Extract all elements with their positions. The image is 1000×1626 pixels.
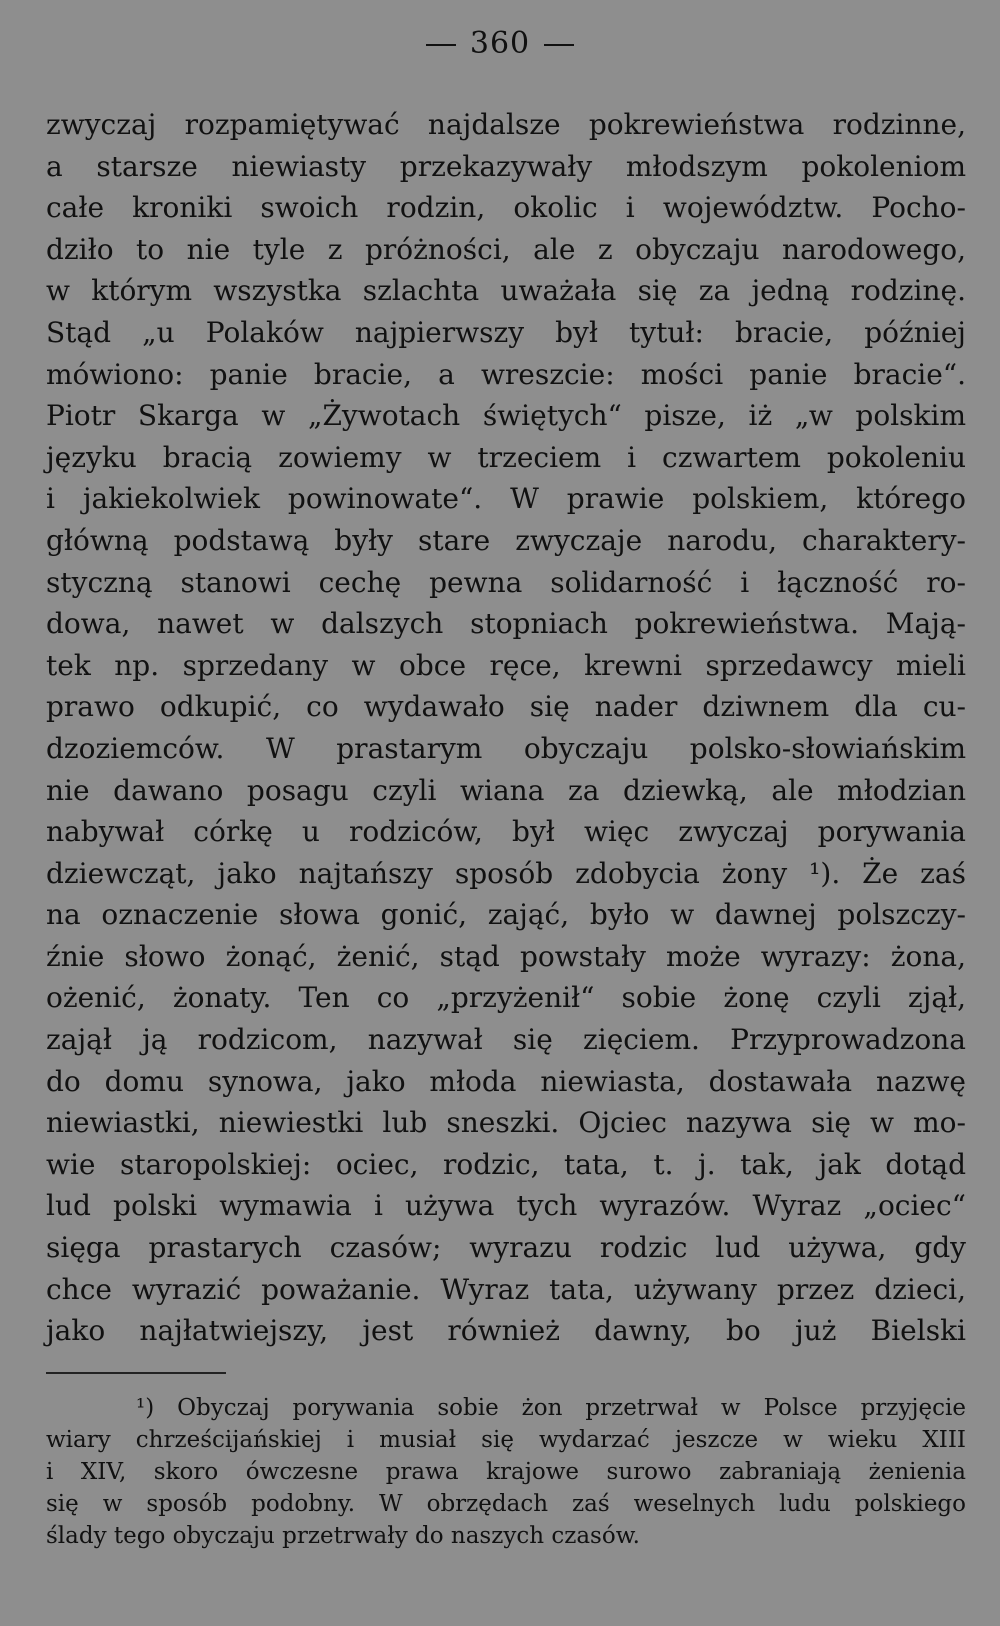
body-line: chce wyrazić poważanie. Wyraz tata, używany przez dzieci, [46,1272,966,1306]
body-line: zajął ją rodzicom, nazywał się zięciem. Przyprowadzona [46,1023,966,1057]
body-line: lud polski wymawia i używa tych wyrazów. Wyraz „ociec“ [46,1189,966,1223]
footnote [46,1392,966,1552]
body-text [46,104,966,1352]
body-line: nie dawano posagu czyli wiana za dziewką, ale młodzian [46,773,966,807]
footnote-line: wiary chrześcijańskiej i musiał się wydarzać jeszcze w wieku XIII [46,1427,966,1453]
header-dash-right [544,44,574,46]
body-line: dziewcząt, jako najtańszy sposób zdobycia żony ¹). Że zaś [46,856,966,890]
body-line: prawo odkupić, co wydawało się nader dziwnem dla cu- [46,690,966,724]
body-line: mówiono: panie bracie, a wreszcie: mości panie bracie“. [46,357,966,391]
footnote-separator [46,1372,226,1374]
body-line: dzoziemców. W prastarym obyczaju polsko-słowiańskim [46,731,966,765]
body-line: Piotr Skarga w „Żywotach świętych“ pisze, iż „w polskim [46,399,966,433]
body-line: na oznaczenie słowa gonić, zająć, było w dawnej polszczy- [46,898,966,932]
page-header [0,26,1000,61]
body-line: zwyczaj rozpamiętywać najdalsze pokrewieństwa rodzinne, [46,108,966,141]
body-line: nabywał córkę u rodziców, był więc zwyczaj porywania [46,815,966,849]
footnote-line: ¹) Obyczaj porywania sobie żon przetrwał w Polsce przyjęcie [136,1395,966,1421]
header-dash-left [426,44,456,46]
footnote-line: ślady tego obyczaju przetrwały do naszych czasów. [46,1523,640,1549]
footnote-line: i XIV, skoro ówczesne prawa krajowe surowo zabraniają żenienia [46,1459,966,1485]
body-line: dziło to nie tyle z próżności, ale z obyczaju narodowego, [46,232,966,266]
body-line: niewiastki, niewiestki lub sneszki. Ojciec nazywa się w mo- [46,1106,966,1140]
body-line: do domu synowa, jako młoda niewiasta, dostawała nazwę [46,1064,966,1098]
body-line: wie staropolskiej: ociec, rodzic, tata, t. j. tak, jak dotąd [46,1147,966,1181]
body-line: źnie słowo żonąć, żenić, stąd powstały może wyrazy: żona, [46,939,966,973]
footnote-line: się w sposób podobny. W obrzędach zaś weselnych ludu polskiego [46,1491,966,1517]
body-line: główną podstawą były stare zwyczaje narodu, charaktery- [46,523,966,557]
body-line: jako najłatwiejszy, jest również dawny, bo już Bielski [46,1314,966,1348]
body-line: dowa, nawet w dalszych stopniach pokrewieństwa. Mają- [46,607,966,641]
body-line: Stąd „u Polaków najpierwszy był tytuł: bracie, później [46,315,966,349]
body-line: i jakiekolwiek powinowate“. W prawie polskiem, którego [46,482,966,516]
body-line: styczną stanowi cechę pewna solidarność i łączność ro- [46,565,966,599]
body-line: w którym wszystka szlachta uważała się za jedną rodzinę. [46,274,966,308]
body-line: a starsze niewiasty przekazywały młodszym pokoleniom [46,149,966,183]
body-line: całe kroniki swoich rodzin, okolic i województw. Pocho- [46,191,966,225]
body-line: języku bracią zowiemy w trzeciem i czwartem pokoleniu [46,440,966,474]
page-number: 360 [469,26,531,61]
body-line: sięga prastarych czasów; wyrazu rodzic lud używa, gdy [46,1231,966,1265]
body-line: tek np. sprzedany w obce ręce, krewni sprzedawcy mieli [46,648,966,682]
body-line: ożenić, żonaty. Ten co „przyżenił“ sobie żonę czyli zjął, [46,981,966,1015]
